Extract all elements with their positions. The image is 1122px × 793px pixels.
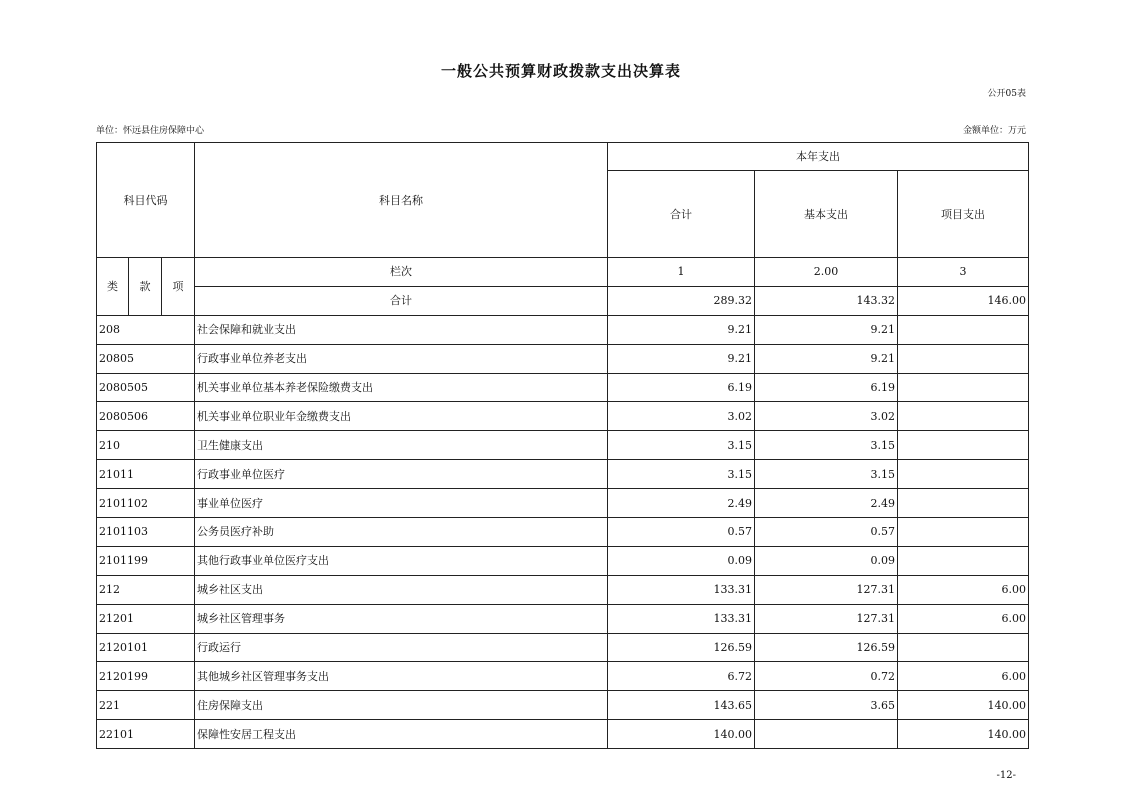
row-name: 公务员医疗补助 <box>195 518 608 547</box>
row-name: 城乡社区支出 <box>195 575 608 604</box>
header-row-1 <box>97 143 1029 171</box>
row-total: 9.21 <box>608 344 755 373</box>
row-name: 保障性安居工程支出 <box>195 720 608 749</box>
row-total: 3.02 <box>608 402 755 431</box>
row-project: 6.00 <box>898 662 1029 691</box>
row-total: 6.72 <box>608 662 755 691</box>
unit-name: 单位：怀远县住房保障中心 <box>96 126 205 136</box>
row-total: 140.00 <box>608 720 755 749</box>
index-1: 1 <box>608 258 755 287</box>
row-total: 143.65 <box>608 691 755 720</box>
row-project: 140.00 <box>898 720 1029 749</box>
total-sum: 289.32 <box>608 286 755 315</box>
row-total: 3.15 <box>608 460 755 489</box>
table-row <box>97 546 1029 575</box>
row-code: 2120199 <box>97 662 195 691</box>
index-2: 2.00 <box>755 258 898 287</box>
row-name: 机关事业单位基本养老保险缴费支出 <box>195 373 608 402</box>
index-row <box>97 258 1029 287</box>
row-name: 卫生健康支出 <box>195 431 608 460</box>
row-code: 212 <box>97 575 195 604</box>
header-total: 合计 <box>608 171 755 258</box>
table-row <box>97 604 1029 633</box>
row-project: 6.00 <box>898 575 1029 604</box>
row-code: 2101199 <box>97 546 195 575</box>
row-code: 2080505 <box>97 373 195 402</box>
row-project <box>898 315 1029 344</box>
table-row <box>97 518 1029 547</box>
sub-kuan: 款 <box>129 258 162 316</box>
row-basic: 6.19 <box>755 373 898 402</box>
table-row <box>97 633 1029 662</box>
row-project <box>898 344 1029 373</box>
row-project <box>898 431 1029 460</box>
header-basic: 基本支出 <box>755 171 898 258</box>
row-project <box>898 633 1029 662</box>
row-total: 133.31 <box>608 575 755 604</box>
row-basic: 126.59 <box>755 633 898 662</box>
row-code: 22101 <box>97 720 195 749</box>
total-label: 合计 <box>195 286 608 315</box>
table-row <box>97 662 1029 691</box>
row-name: 机关事业单位职业年金缴费支出 <box>195 402 608 431</box>
row-name: 事业单位医疗 <box>195 489 608 518</box>
header-year-expenditure: 本年支出 <box>608 143 1029 171</box>
row-basic: 9.21 <box>755 315 898 344</box>
row-basic: 3.65 <box>755 691 898 720</box>
sub-lei: 类 <box>97 258 129 316</box>
row-basic: 3.15 <box>755 431 898 460</box>
row-code: 210 <box>97 431 195 460</box>
row-total: 9.21 <box>608 315 755 344</box>
row-name: 行政事业单位养老支出 <box>195 344 608 373</box>
table-row <box>97 489 1029 518</box>
header-name: 科目名称 <box>195 143 608 258</box>
index-label: 栏次 <box>195 258 608 287</box>
row-code: 2101103 <box>97 518 195 547</box>
table-row <box>97 373 1029 402</box>
expenditure-table <box>96 142 1029 749</box>
row-name: 行政运行 <box>195 633 608 662</box>
table-row <box>97 575 1029 604</box>
row-project <box>898 460 1029 489</box>
row-project <box>898 402 1029 431</box>
index-3: 3 <box>898 258 1029 287</box>
table-row <box>97 402 1029 431</box>
row-total: 0.57 <box>608 518 755 547</box>
table-row <box>97 315 1029 344</box>
row-total: 3.15 <box>608 431 755 460</box>
row-code: 208 <box>97 315 195 344</box>
page-title: 一般公共预算财政拨款支出决算表 <box>440 62 681 80</box>
row-basic: 127.31 <box>755 604 898 633</box>
row-basic: 9.21 <box>755 344 898 373</box>
total-basic: 143.32 <box>755 286 898 315</box>
row-code: 2120101 <box>97 633 195 662</box>
table-row <box>97 344 1029 373</box>
row-name: 住房保障支出 <box>195 691 608 720</box>
row-project <box>898 518 1029 547</box>
row-basic: 0.57 <box>755 518 898 547</box>
amount-unit: 金额单位：万元 <box>962 126 1026 136</box>
row-project: 140.00 <box>898 691 1029 720</box>
row-basic <box>755 720 898 749</box>
row-name: 行政事业单位医疗 <box>195 460 608 489</box>
row-project: 6.00 <box>898 604 1029 633</box>
table-row <box>97 691 1029 720</box>
row-project <box>898 373 1029 402</box>
table-row <box>97 720 1029 749</box>
table-row <box>97 460 1029 489</box>
row-total: 133.31 <box>608 604 755 633</box>
row-basic: 0.09 <box>755 546 898 575</box>
row-total: 126.59 <box>608 633 755 662</box>
header-code: 科目代码 <box>97 143 195 258</box>
form-number: 公开05表 <box>987 89 1026 99</box>
total-project: 146.00 <box>898 286 1029 315</box>
row-code: 2101102 <box>97 489 195 518</box>
row-basic: 3.02 <box>755 402 898 431</box>
row-basic: 0.72 <box>755 662 898 691</box>
table-row <box>97 431 1029 460</box>
row-name: 其他行政事业单位医疗支出 <box>195 546 608 575</box>
row-code: 21201 <box>97 604 195 633</box>
row-project <box>898 489 1029 518</box>
page-number: -12- <box>996 770 1016 781</box>
header-project: 项目支出 <box>898 171 1029 258</box>
row-basic: 2.49 <box>755 489 898 518</box>
row-project <box>898 546 1029 575</box>
row-code: 21011 <box>97 460 195 489</box>
row-code: 221 <box>97 691 195 720</box>
row-name: 其他城乡社区管理事务支出 <box>195 662 608 691</box>
row-name: 社会保障和就业支出 <box>195 315 608 344</box>
row-code: 2080506 <box>97 402 195 431</box>
row-basic: 127.31 <box>755 575 898 604</box>
row-total: 2.49 <box>608 489 755 518</box>
total-row <box>97 286 1029 315</box>
row-basic: 3.15 <box>755 460 898 489</box>
row-name: 城乡社区管理事务 <box>195 604 608 633</box>
sub-xiang: 项 <box>162 258 195 316</box>
row-total: 0.09 <box>608 546 755 575</box>
row-total: 6.19 <box>608 373 755 402</box>
row-code: 20805 <box>97 344 195 373</box>
